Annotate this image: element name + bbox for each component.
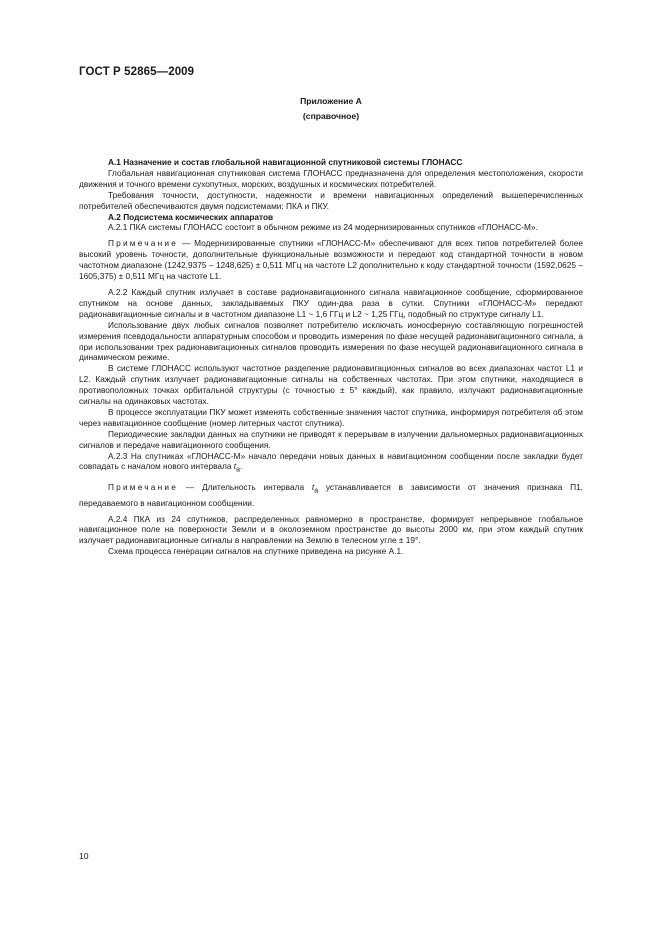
paragraph-a2-2: А.2.2 Каждый спутник излучает в составе радионавигационного сигнала навигационное сообщение, сформированное спутником на основе данных, закладываемых ПКУ один-два раза в сутки. Спутники «ГЛОНАСС-М» передают радионавигационные сигналы и в частотном диапазоне L1 ~ 1,6 ГГц и L2 ~ 1,25 ГГц, подобный по структуре сигналу L1.: [79, 286, 583, 319]
paragraph: Схема процесса генерации сигналов на спутнике приведена на рисунке А.1.: [108, 546, 404, 557]
interval-symbol: t: [311, 482, 315, 493]
paragraph-a2-4: А.2.4 ПКА из 24 спутников, распределенных равномерно в пространстве, формирует непрерывное глобальное навигационное поле на поверхности Земли и в околоземном пространстве до высоты 2000 км, при этом каждый спутник излучает радионавигационные сигналы в направлении на Землю в телесном угле ± 19°.: [79, 513, 583, 546]
annex-subtitle: (справочное): [302, 111, 360, 121]
paragraph-a2-3: [79, 451, 583, 477]
sentence-end: .: [239, 461, 243, 472]
note-paragraph: [79, 238, 583, 282]
paragraph: В системе ГЛОНАСС используют частотное разделение радионавигационных сигналов во всех диапазонах частот L1 и L2. Каждый спутник излучает радионавигационные сигналы на собственных частотах. При этом спутники, находящиеся в противоположных точках орбитальной структуры (с точностью ± 5° каждый), как правило, излучают радионавигационные сигналы на одинаковых частотах.: [79, 363, 583, 407]
annex-heading: [79, 94, 583, 124]
note-text-prefix: — Длительность интервала: [185, 482, 305, 493]
paragraph-a2-3-text: А.2.3 На спутниках «ГЛОНАСС-М» начало передачи новых данных в навигационном сообщении после закладки будет совпадать с началом нового интервала: [79, 450, 583, 472]
interval-subscript: a: [314, 487, 319, 495]
note-label: Примечание: [108, 482, 179, 493]
page-number: 10: [79, 851, 89, 861]
interval-symbol: t: [233, 461, 237, 472]
note-text-suffix: устанавливается в зависимости от значения признака П1, передаваемого в навигационном сообщении.: [79, 482, 583, 508]
note-paragraph: [79, 482, 583, 508]
paragraph-a2-1: А.2.1 ПКА системы ГЛОНАСС состоит в обычном режиме из 24 модернизированных спутников «ГЛОНАСС-М».: [108, 222, 538, 233]
paragraph: В процессе эксплуатации ПКУ может изменять собственные значения частот спутника, информируя потребителя об этом через навигационное сообщение (номер литерных частот спутника).: [79, 406, 583, 428]
note-text: — Модернизированные спутники «ГЛОНАСС-М» обеспечивают для всех типов потребителей более высокий уровень точности, дополнительные функциональные возможности и передают код стандартной точности в новом частотном диапазоне (1242,9375 – 1248,625) ± 0,511 МГц на частоте L2 дополнительно к коду стандартной точности (1592,0625 – 1605,375) ± 0,511 МГц на частоте L1.: [79, 238, 583, 282]
document-header: ГОСТ Р 52865—2009: [79, 66, 195, 78]
interval-subscript: a: [236, 467, 240, 475]
section-heading-a2: А.2 Подсистема космических аппаратов: [108, 211, 274, 222]
note-label: Примечание: [108, 238, 179, 249]
paragraph: Использование двух любых сигналов позволяет потребителю исключать ионосферную составляющую погрешностей измерения псевдодальности аппаратурным способом и проводить измерения по фазе несущей радионавигационного сигнала, а при использовании трех радионавигационных сигналов проводить измерения по фазе несущей радионавигационного сигнала в динамическом режиме.: [79, 319, 583, 363]
section-heading-a1: А.1 Назначение и состав глобальной навигационной спутниковой системы ГЛОНАСС: [108, 157, 463, 167]
document-body: [79, 157, 583, 557]
paragraph: Периодические закладки данных на спутники не приводят к перерывам в излучении дальномерных радионавигационных сигналов и передаче навигационного сообщения.: [79, 428, 583, 450]
paragraph: Глобальная навигационная спутниковая система ГЛОНАСС предназначена для определения местоположения, скорости движения и точного времени сухопутных, морских, воздушных и космических потребителей.: [79, 167, 583, 189]
paragraph: Требования точности, доступности, надежности и времени навигационных определений вышеперечисленных потребителей обеспечиваются двумя подсистемами: ПКА и ПКУ.: [79, 189, 583, 211]
annex-title: Приложение А: [300, 96, 362, 106]
